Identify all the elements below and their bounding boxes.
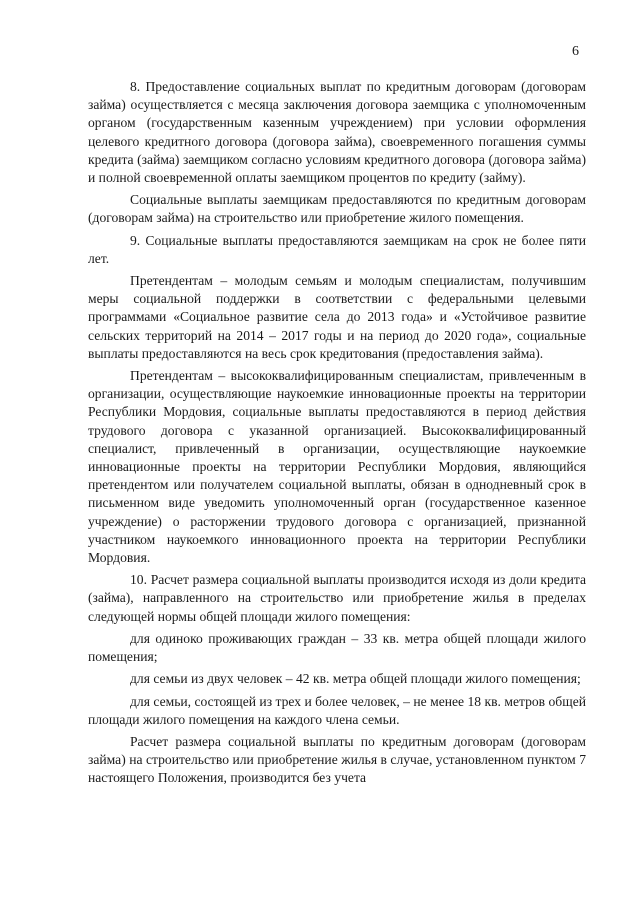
paragraph-young-families: Претендентам – молодым семьям и молодым специалистам, получившим меры социальной поддержки в соответствии с федеральными целевыми программами «Социальное развитие села до 2013 года» и «Устойчивое развитие сельских территорий на 2014 – 2017 годы и на период до 2020 года», социальные выплаты предоставляются на весь срок кредитования (предоставления займа). — [88, 273, 586, 361]
document-body — [88, 78, 586, 792]
paragraph-8: 8. Предоставление социальных выплат по кредитным договорам (договорам займа) осуществляется с месяца заключения договора заемщика с уполномоченным органом (государственным казенным учреждением) при условии оформления целевого кредитного договора (договора займа), своевременного погашения суммы кредита (займа) заемщиком согласно условиям кредитного договора (договора займа) и полной своевременной оплаты заемщиком процентов по кредиту (займу). — [88, 79, 586, 186]
paragraph-family-norm: для семьи, состоящей из трех и более человек, – не менее 18 кв. метров общей площади жилого помещения на каждого члена семьи. — [88, 693, 586, 727]
paragraph-specialists: Претендентам – высококвалифицированным специалистам, привлеченным в организации, осуществляющие наукоемкие инновационные проекты на территории Республики Мордовия, социальные выплаты предоставляются в период действия трудового договора с указанной организацией. Высококвалифицированный специалист, привлеченный в организации, осуществляющие наукоемкие инновационные проекты на территории Республики Мордовия, являющийся претендентом или получателем социальной выплаты, обязан в однодневный срок в письменном виде уведомить уполномоченный орган (государственное казенное учреждение) о расторжении трудового договора с организацией, признанной участником наукоемкого инновационного проекта на территории Республики Мордовия. — [88, 368, 586, 566]
paragraph-calculation: Расчет размера социальной выплаты по кредитным договорам (договорам займа) на строительство или приобретение жилья в случае, установленном пунктом 7 настоящего Положения, производится без учета — [88, 733, 586, 786]
page-number: 6 — [572, 44, 579, 59]
paragraph-10: 10. Расчет размера социальной выплаты производится исходя из доли кредита (займа), направленного на строительство или приобретение жилья в пределах следующей нормы общей площади жилого помещения: — [88, 572, 586, 624]
paragraph-social-payments: Социальные выплаты заемщикам предоставляются по кредитным договорам (договорам займа) на строительство или приобретение жилого помещения. — [88, 192, 586, 226]
paragraph-two-person-norm: для семьи из двух человек – 42 кв. метра общей площади жилого помещения; — [130, 671, 581, 687]
paragraph-single-norm: для одиноко проживающих граждан – 33 кв. метра общей площади жилого помещения; — [88, 630, 586, 665]
paragraph-9: 9. Социальные выплаты предоставляются заемщикам на срок не более пяти лет. — [88, 232, 586, 266]
